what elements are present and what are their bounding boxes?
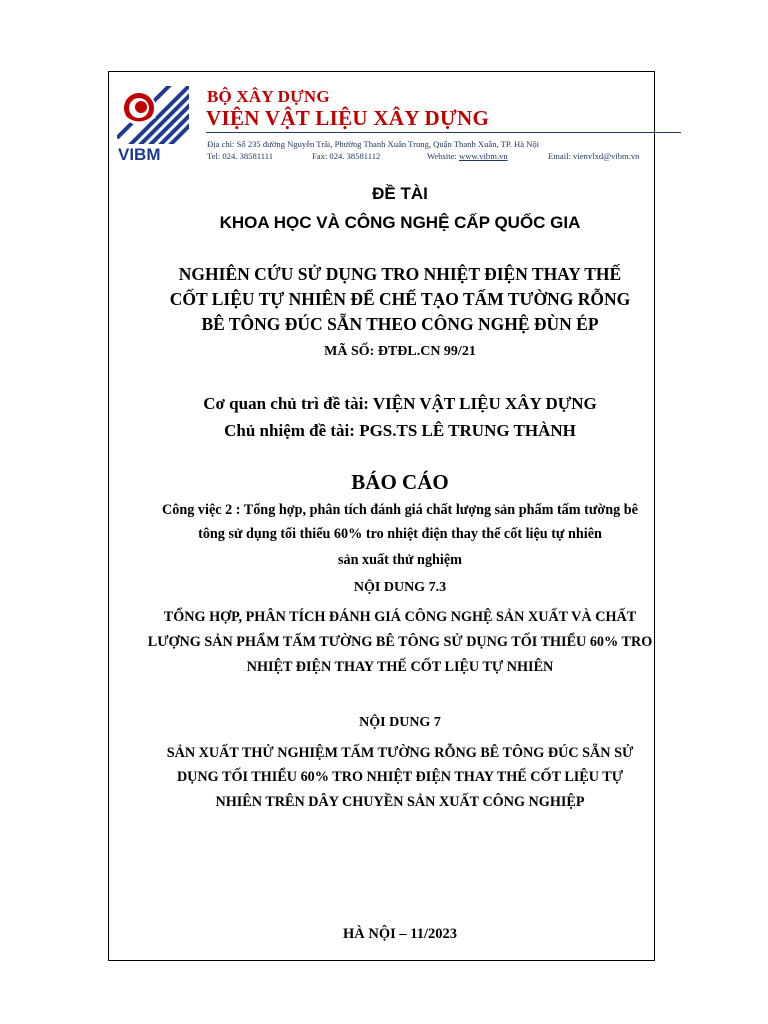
project-lead: Chủ nhiệm đề tài: PGS.TS LÊ TRUNG THÀNH (224, 421, 576, 440)
content-7-label: NỘI DUNG 7 (359, 715, 441, 730)
topic-title-line: NGHIÊN CỨU SỬ DỤNG TRO NHIỆT ĐIỆN THAY THẾ (178, 264, 622, 284)
topic-program: KHOA HỌC VÀ CÔNG NGHỆ CẤP QUỐC GIA (219, 213, 581, 232)
task-line: Công việc 2 : Tổng hợp, phân tích đánh giá chất lượng sản phẩm tấm tường bê (162, 502, 638, 518)
institute-name: VIỆN VẬT LIỆU XÂY DỰNG (206, 106, 490, 130)
report-heading: BÁO CÁO (351, 470, 449, 494)
vibm-logo (117, 86, 198, 162)
topic-code: MÃ SỐ: ĐTĐL.CN 99/21 (324, 344, 476, 359)
website: Website: www.vibm.vn (427, 151, 508, 161)
task-line: sản xuất thử nghiệm (337, 552, 462, 568)
email: Email: vienvlxd@vibm.vn (548, 151, 640, 161)
fax: Fax: 024. 38581112 (312, 151, 381, 161)
logo-text: VIBM (118, 145, 161, 162)
content-7-3-label: NỘI DUNG 7.3 (353, 580, 447, 595)
tel: Tel: 024. 38581111 (207, 151, 273, 161)
content-7-line: DỤNG TỐI THIỂU 60% TRO NHIỆT ĐIỆN THAY THẾ CỐT LIỆU TỰ (176, 769, 624, 785)
ministry-name: BỘ XÂY DỰNG (207, 87, 330, 106)
content-7-3-line: LƯỢNG SẢN PHẨM TẤM TƯỜNG BÊ TÔNG SỬ DỤNG TỐI THIỂU 60% TRO (147, 634, 653, 650)
host-agency: Cơ quan chủ trì đề tài: VIỆN VẬT LIỆU XÂY DỰNG (203, 394, 597, 413)
website-link[interactable]: www.vibm.vn (459, 151, 508, 161)
place-date: HÀ NỘI – 11/2023 (343, 926, 457, 942)
header-divider (206, 132, 681, 133)
task-line: tông sử dụng tối thiểu 60% tro nhiệt điện thay thế cốt liệu tự nhiên (198, 526, 602, 542)
topic-title-line: CỐT LIỆU TỰ NHIÊN ĐỂ CHẾ TẠO TẤM TƯỜNG RỖNG (169, 289, 631, 309)
address: Địa chỉ: Số 235 đường Nguyễn Trãi, Phường Thanh Xuân Trung, Quận Thanh Xuân, TP. Hà Nội (207, 139, 540, 149)
topic-title-line: BÊ TÔNG ĐÚC SẴN THEO CÔNG NGHỆ ĐÙN ÉP (201, 314, 599, 334)
content-7-3-line: TỔNG HỢP, PHÂN TÍCH ĐÁNH GIÁ CÔNG NGHỆ SẢN XUẤT VÀ CHẤT (163, 609, 637, 625)
topic-label: ĐỀ TÀI (372, 184, 428, 203)
content-7-line: NHIÊN TRÊN DÂY CHUYỀN SẢN XUẤT CÔNG NGHIỆP (215, 794, 585, 810)
content-7-line: SẢN XUẤT THỬ NGHIỆM TẤM TƯỜNG RỖNG BÊ TÔNG ĐÚC SẴN SỬ (166, 745, 634, 761)
content-7-3-line: NHIỆT ĐIỆN THAY THẾ CỐT LIỆU TỰ NHIÊN (246, 659, 554, 675)
